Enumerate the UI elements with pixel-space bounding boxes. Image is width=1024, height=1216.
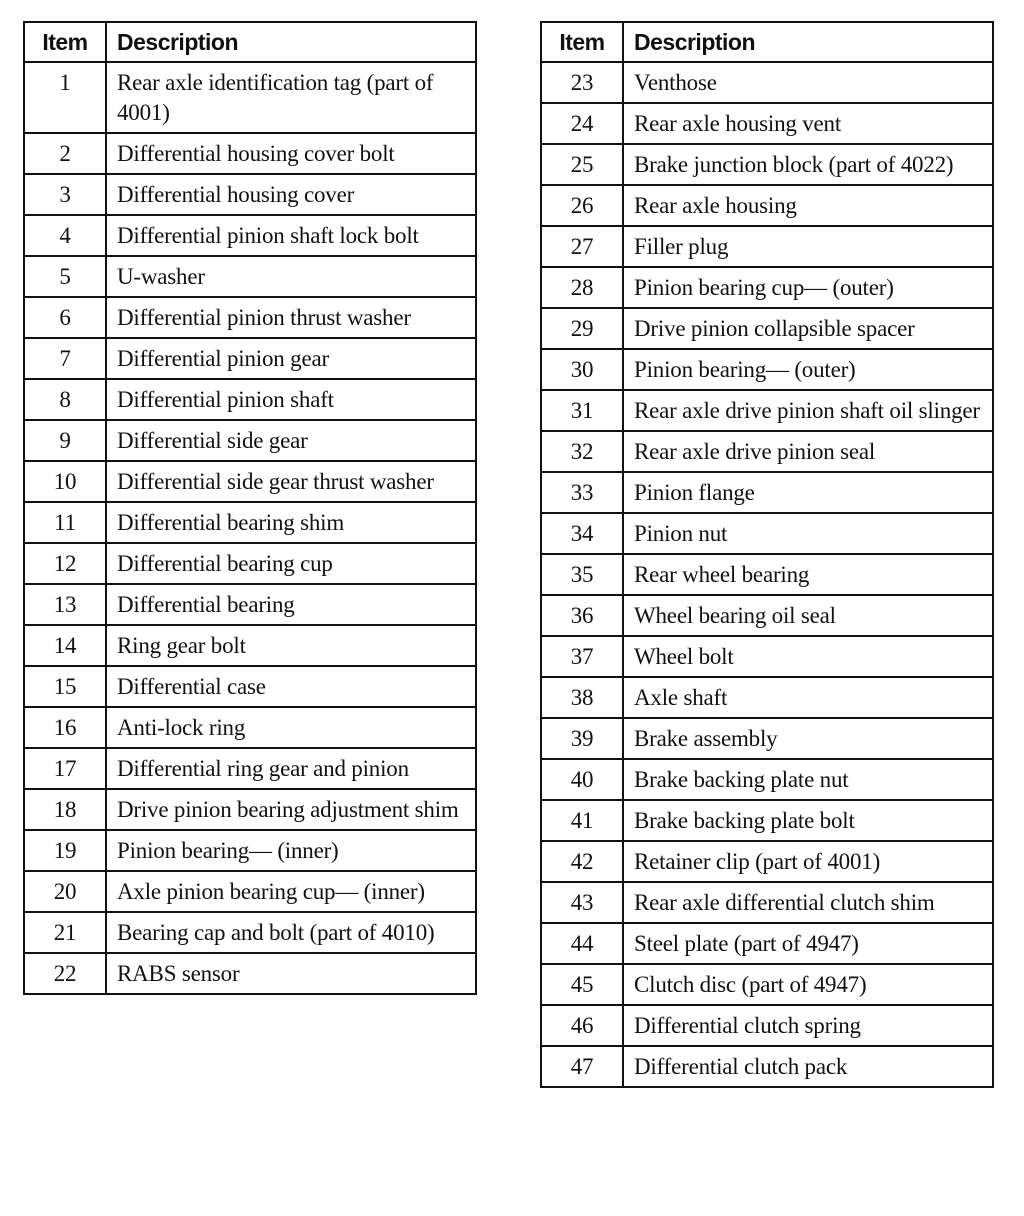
table-row: [541, 800, 993, 841]
item-description: Venthose: [623, 62, 993, 103]
item-description: Differential side gear thrust washer: [106, 461, 476, 502]
table-row: [541, 513, 993, 554]
table-row: [541, 718, 993, 759]
table-row: [541, 1005, 993, 1046]
table-row: [24, 420, 476, 461]
table-row: [541, 554, 993, 595]
table-row: [24, 62, 476, 133]
parts-table-right-body: [541, 62, 993, 1087]
item-number: 4: [24, 215, 106, 256]
item-number: 12: [24, 543, 106, 584]
table-row: [24, 625, 476, 666]
item-number: 35: [541, 554, 623, 595]
item-description: Pinion flange: [623, 472, 993, 513]
item-description: Rear axle drive pinion seal: [623, 431, 993, 472]
item-description: Rear axle differential clutch shim: [623, 882, 993, 923]
item-number: 9: [24, 420, 106, 461]
table-row: [541, 390, 993, 431]
table-row: [541, 841, 993, 882]
item-description: Drive pinion collapsible spacer: [623, 308, 993, 349]
item-number: 1: [24, 62, 106, 133]
item-description: RABS sensor: [117, 961, 240, 986]
item-number: 15: [24, 666, 106, 707]
description-column-header: Description: [623, 22, 993, 62]
item-number: 28: [541, 267, 623, 308]
item-description: Clutch disc (part of 4947): [623, 964, 993, 1005]
item-number: 29: [541, 308, 623, 349]
item-description: Drive pinion bearing adjustment shim: [106, 789, 476, 830]
table-row: [24, 256, 476, 297]
item-number: 45: [541, 964, 623, 1005]
table-row: [541, 677, 993, 718]
table-header-row: [24, 22, 476, 62]
item-description: Differential housing cover bolt: [106, 133, 476, 174]
item-number: 32: [541, 431, 623, 472]
item-description: Axle pinion bearing cup— (inner): [106, 871, 476, 912]
item-description: Bearing cap and bolt (part of 4010): [106, 912, 476, 953]
item-number: 18: [24, 789, 106, 830]
table-row: [541, 595, 993, 636]
item-description: Brake backing plate bolt: [623, 800, 993, 841]
item-description: Filler plug: [623, 226, 993, 267]
table-row: [24, 461, 476, 502]
item-description: Differential pinion thrust washer: [106, 297, 476, 338]
item-number: 43: [541, 882, 623, 923]
table-row: [24, 133, 476, 174]
item-description: Rear axle drive pinion shaft oil slinger: [623, 390, 993, 431]
table-header-row: [541, 22, 993, 62]
item-number: 6: [24, 297, 106, 338]
table-row: [541, 636, 993, 677]
item-description: Differential pinion gear: [106, 338, 476, 379]
item-description: U-washer: [106, 256, 476, 297]
item-description: Differential pinion shaft: [106, 379, 476, 420]
item-description: Brake junction block (part of 4022): [623, 144, 993, 185]
item-number: 34: [541, 513, 623, 554]
table-row: [541, 267, 993, 308]
table-row: [24, 830, 476, 871]
item-description: Differential case: [106, 666, 476, 707]
table-row: [24, 707, 476, 748]
item-number: 39: [541, 718, 623, 759]
item-number: 46: [541, 1005, 623, 1046]
item-description: Ring gear bolt: [106, 625, 476, 666]
table-row: [24, 379, 476, 420]
item-number: 41: [541, 800, 623, 841]
item-number: 47: [541, 1046, 623, 1087]
item-description: Brake assembly: [623, 718, 993, 759]
item-number: 7: [24, 338, 106, 379]
table-row: [541, 308, 993, 349]
item-number: 38: [541, 677, 623, 718]
table-row: [541, 882, 993, 923]
item-description: Retainer clip (part of 4001): [623, 841, 993, 882]
item-number: 10: [24, 461, 106, 502]
table-row: [24, 543, 476, 584]
item-number: 24: [541, 103, 623, 144]
item-number: 25: [541, 144, 623, 185]
parts-table-right: [540, 21, 994, 1088]
item-column-header: Item: [541, 22, 623, 62]
item-description: Differential side gear: [106, 420, 476, 461]
item-number: 21: [24, 912, 106, 953]
item-description: Rear axle housing vent: [623, 103, 993, 144]
item-number: 8: [24, 379, 106, 420]
table-row: [24, 174, 476, 215]
table-row: [541, 226, 993, 267]
item-description: Differential housing cover: [106, 174, 476, 215]
table-row: [541, 62, 993, 103]
item-number: 3: [24, 174, 106, 215]
item-description: Wheel bolt: [623, 636, 993, 677]
item-number: 37: [541, 636, 623, 677]
table-row: [24, 666, 476, 707]
item-number: 27: [541, 226, 623, 267]
item-description: Differential bearing cup: [106, 543, 476, 584]
table-row: [24, 215, 476, 256]
item-number: 42: [541, 841, 623, 882]
table-row: [541, 349, 993, 390]
item-number: 11: [24, 502, 106, 543]
item-number: 2: [24, 133, 106, 174]
item-description: Differential ring gear and pinion: [106, 748, 476, 789]
item-number: 14: [24, 625, 106, 666]
item-number: 31: [541, 390, 623, 431]
item-column-header: Item: [24, 22, 106, 62]
item-number: 20: [24, 871, 106, 912]
item-description: Differential pinion shaft lock bolt: [106, 215, 476, 256]
table-row: [541, 759, 993, 800]
item-description: Rear wheel bearing: [623, 554, 993, 595]
item-description: Differential bearing: [106, 584, 476, 625]
item-description: Pinion bearing— (outer): [623, 349, 993, 390]
item-number: 40: [541, 759, 623, 800]
item-description: Differential bearing shim: [106, 502, 476, 543]
table-row: [541, 144, 993, 185]
table-row: [24, 748, 476, 789]
table-row: [24, 789, 476, 830]
item-number: 26: [541, 185, 623, 226]
item-description: Wheel bearing oil seal: [623, 595, 993, 636]
table-row: [541, 923, 993, 964]
item-description: Steel plate (part of 4947): [623, 923, 993, 964]
item-number: 22: [24, 953, 106, 994]
table-row: [541, 472, 993, 513]
item-number: 17: [24, 748, 106, 789]
item-number: 19: [24, 830, 106, 871]
table-row: [24, 953, 476, 994]
table-row: [24, 338, 476, 379]
table-row: [541, 185, 993, 226]
item-number: 5: [24, 256, 106, 297]
table-row: [541, 1046, 993, 1087]
item-description: Brake backing plate nut: [623, 759, 993, 800]
item-description: Rear axle identification tag (part of 4001): [106, 62, 476, 133]
item-description: Rear axle housing: [623, 185, 993, 226]
table-row: [541, 964, 993, 1005]
parts-table-left-body: [24, 62, 476, 994]
table-row: [24, 871, 476, 912]
table-row: [541, 103, 993, 144]
table-row: [24, 502, 476, 543]
item-description: Pinion bearing cup— (outer): [623, 267, 993, 308]
item-description: Pinion bearing— (inner): [106, 830, 476, 871]
parts-table-left: [23, 21, 477, 995]
item-number: 30: [541, 349, 623, 390]
item-number: 33: [541, 472, 623, 513]
table-row: [24, 297, 476, 338]
item-number: 16: [24, 707, 106, 748]
table-row: [541, 431, 993, 472]
item-description: Differential clutch spring: [623, 1005, 993, 1046]
table-row: [24, 584, 476, 625]
item-number: 23: [541, 62, 623, 103]
item-description: Anti-lock ring: [106, 707, 476, 748]
item-number: 13: [24, 584, 106, 625]
item-description: Axle shaft: [623, 677, 993, 718]
item-number: 44: [541, 923, 623, 964]
item-number: 36: [541, 595, 623, 636]
table-row: [24, 912, 476, 953]
item-description: Pinion nut: [623, 513, 993, 554]
description-column-header: Description: [106, 22, 476, 62]
item-description: Differential clutch pack: [634, 1054, 848, 1079]
